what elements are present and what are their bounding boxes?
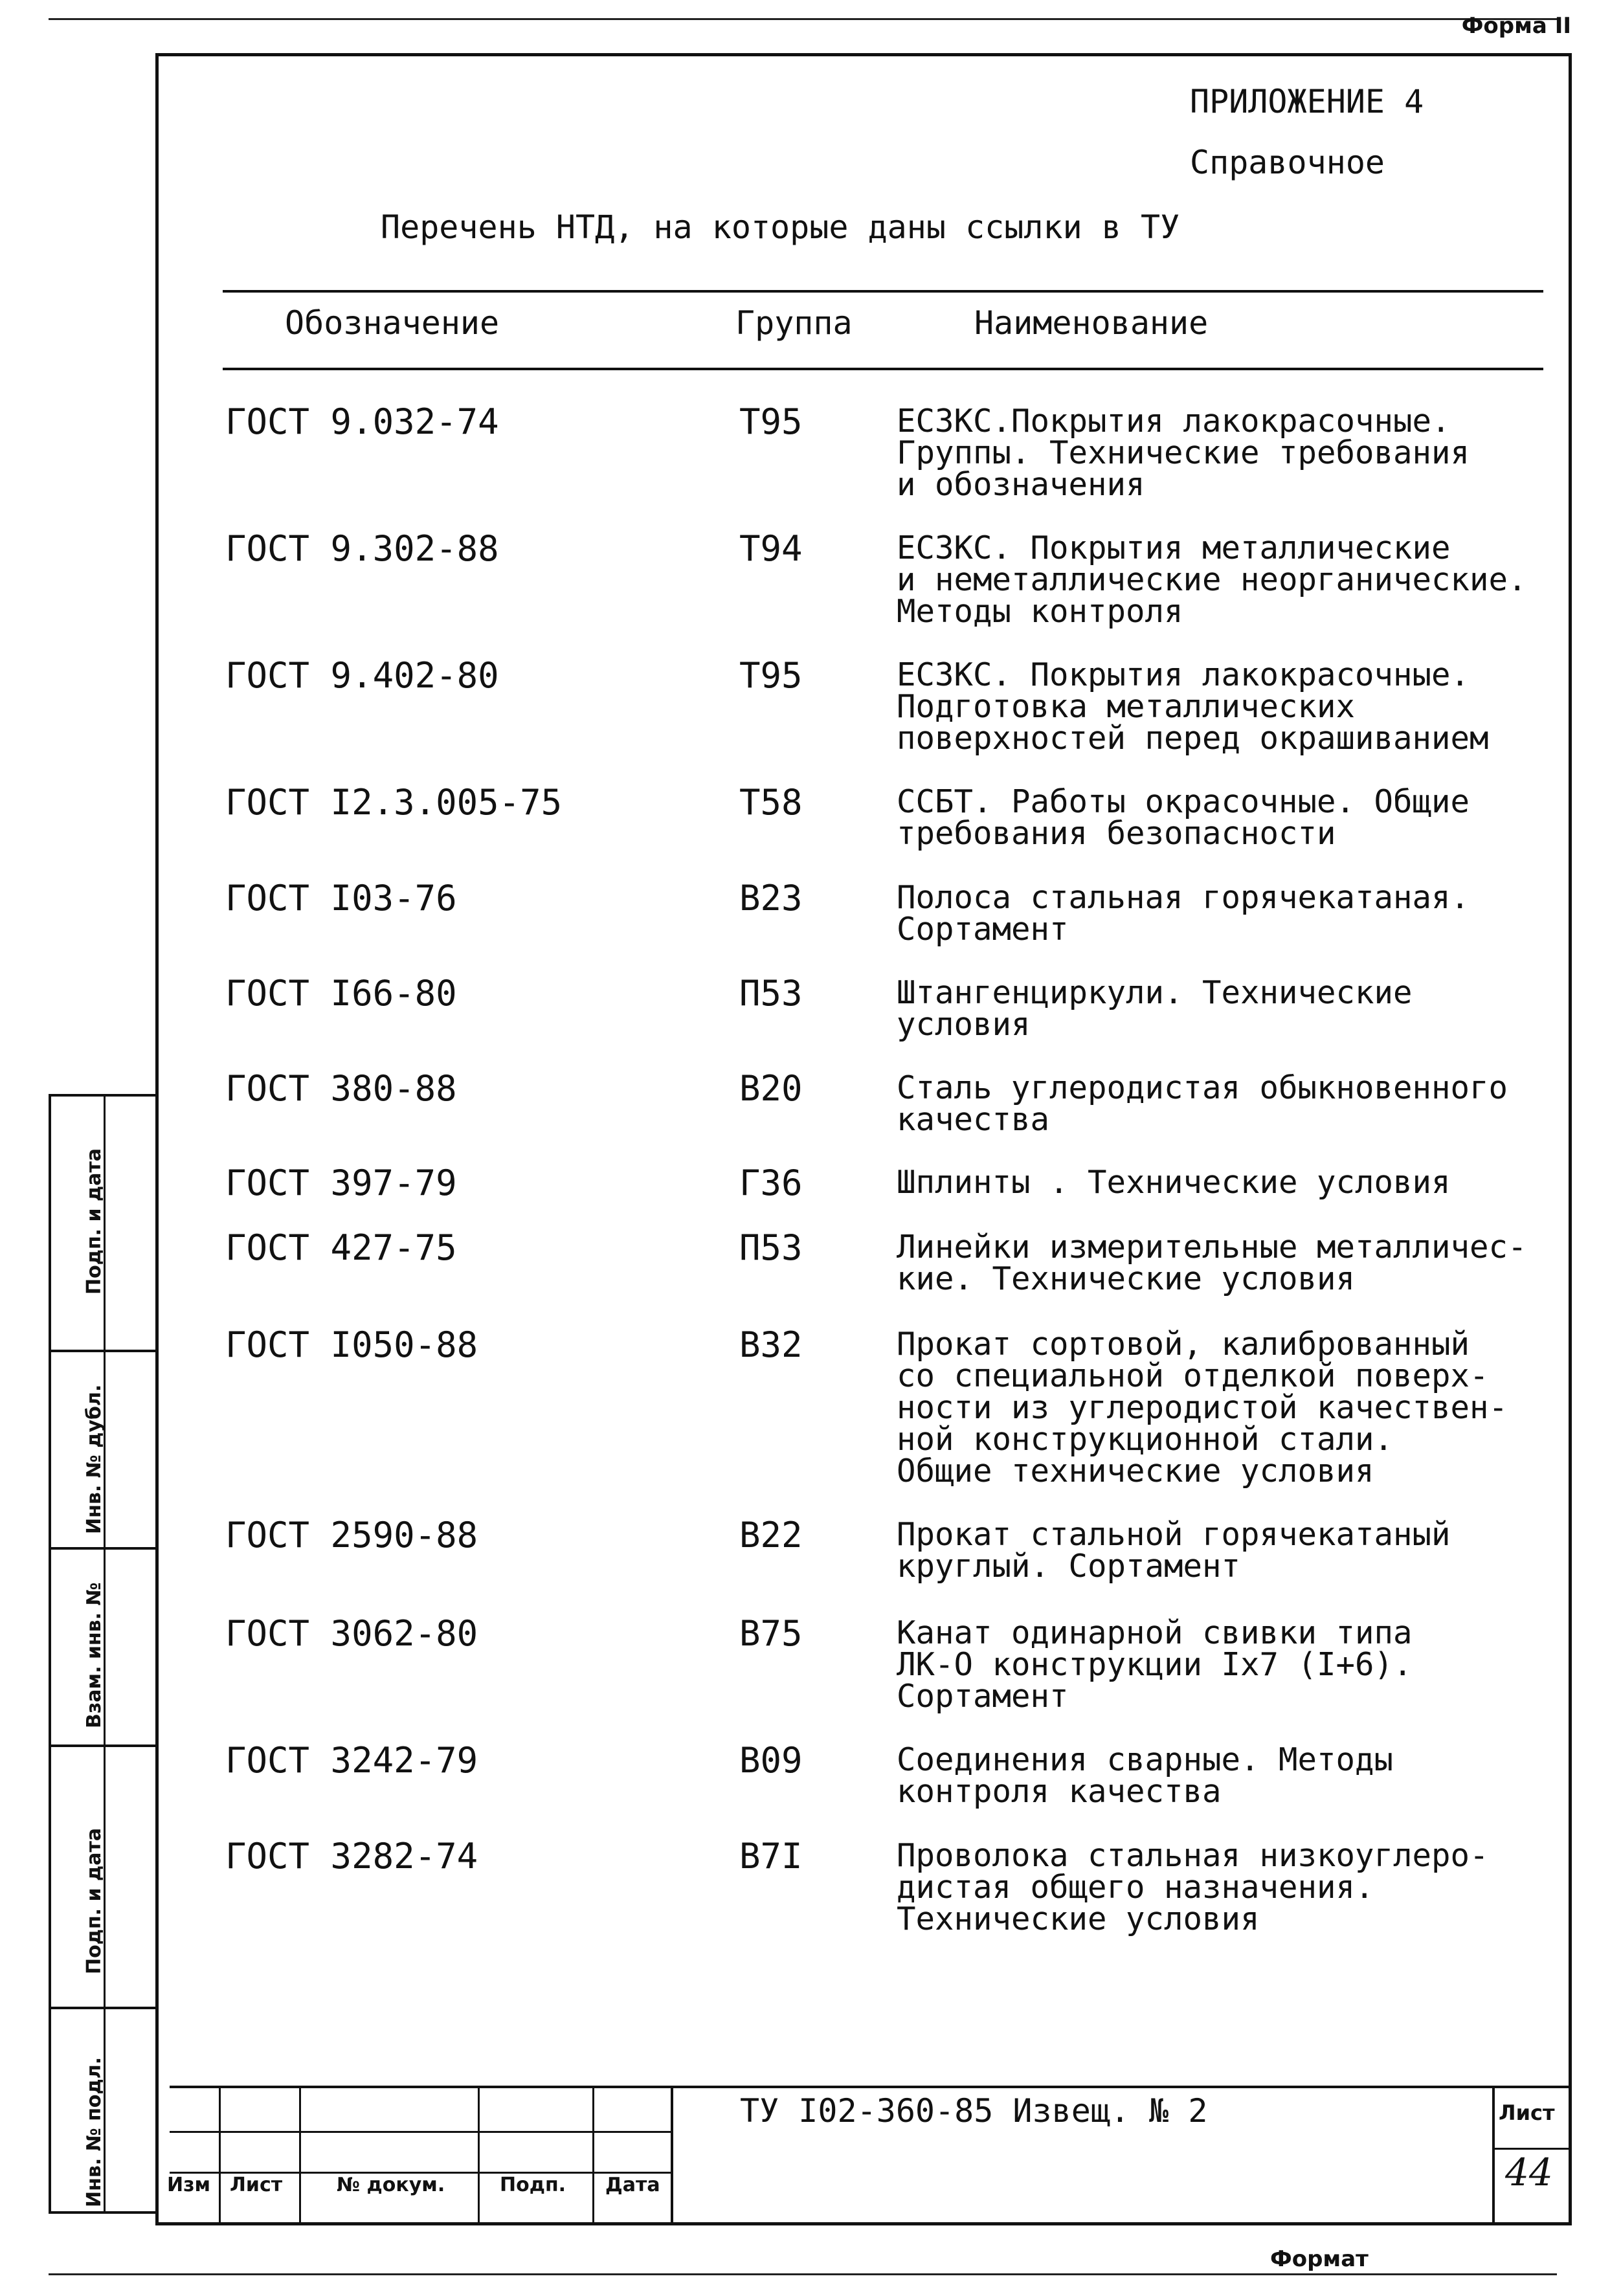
row-name (897, 403, 1557, 503)
top-rule (49, 18, 1557, 20)
row-designation: ГОСТ 3242-79 (225, 1740, 478, 1781)
row-name-line: Сортамент (897, 1678, 1069, 1715)
row-name-line: и неметаллические неорганические. (897, 561, 1527, 598)
row-name (897, 879, 1557, 948)
side-label-repl-inv: Взам. инв. № (83, 1582, 106, 1728)
appendix-label: ПРИЛОЖЕНИЕ 4 (1190, 83, 1424, 120)
row-designation: ГОСТ I2.3.005-75 (225, 782, 563, 823)
row-name-line: Общие технические условия (897, 1453, 1374, 1489)
side-label-orig-inv: Инв. № подл. (83, 2056, 106, 2207)
row-name-line: Подготовка металлических (897, 688, 1356, 725)
side-label-dup-inv: Инв. № дубл. (83, 1384, 106, 1534)
row-group: Т95 (739, 401, 803, 442)
row-name-line: Полоса стальная горячекатаная. (897, 879, 1470, 916)
row-name (897, 1741, 1557, 1810)
row-group: В09 (739, 1740, 803, 1781)
row-name-line: со специальной отделкой поверх- (897, 1357, 1489, 1394)
bottom-rule (49, 2273, 1557, 2275)
row-name-line: поверхностей перед окрашиванием (897, 720, 1489, 757)
row-designation: ГОСТ 3282-74 (225, 1836, 478, 1877)
row-name (897, 656, 1557, 757)
row-designation: ГОСТ 9.032-74 (225, 401, 499, 442)
appendix-type: Справочное (1190, 144, 1385, 181)
row-name-line: ЕСЗКС.Покрытия лакокрасочные. (897, 403, 1451, 440)
row-name-line: дистая общего назначения. (897, 1869, 1374, 1906)
row-name-line: кие. Технические условия (897, 1260, 1356, 1297)
side-divider (49, 1547, 159, 1550)
stamp-top-line (170, 2086, 1572, 2088)
row-name-line: Сталь углеродистая обыкновенного (897, 1069, 1508, 1106)
row-name-line: Сортамент (897, 911, 1069, 948)
row-name-line: качества (897, 1101, 1050, 1138)
row-name-line: Прокат сортовой, калиброванный (897, 1326, 1470, 1363)
row-name-line: ЕСЗКС. Покрытия лакокрасочные. (897, 656, 1470, 693)
row-designation: ГОСТ I050-88 (225, 1324, 478, 1365)
row-group: В32 (739, 1324, 803, 1365)
row-name-line: Проволока стальная низкоуглеро- (897, 1837, 1489, 1874)
row-name-line: ССБТ. Работы окрасочные. Общие (897, 783, 1470, 820)
row-group: Г36 (739, 1163, 803, 1203)
row-name-line: Линейки измерительные металличес- (897, 1229, 1527, 1265)
stamp-col-izm: Изм (167, 2174, 211, 2196)
row-group: Т94 (739, 528, 803, 569)
side-divider (49, 2007, 159, 2009)
stamp-col-line (299, 2086, 301, 2225)
form-label: Форма II (1461, 13, 1571, 39)
row-name-line: Канат одинарной свивки типа (897, 1614, 1413, 1651)
column-header-designation: Обозначение (285, 304, 500, 342)
document-id: ТУ I02-360-85 Извещ. № 2 (740, 2092, 1208, 2130)
column-header-name: Наименование (974, 304, 1209, 342)
row-designation: ГОСТ 427-75 (225, 1227, 457, 1268)
row-name-line: требования безопасности (897, 815, 1336, 852)
stamp-col-date: Дата (605, 2174, 660, 2196)
row-name-line: Группы. Технические требования (897, 434, 1470, 471)
stamp-col-sign: Подп. (500, 2174, 566, 2196)
side-label-sign-date: Подп. и дата (83, 1148, 106, 1295)
row-designation: ГОСТ I66-80 (225, 973, 457, 1014)
stamp-sheet-line (1492, 2148, 1572, 2150)
side-label-sign-date-2: Подп. и дата (83, 1827, 106, 1974)
row-name-line: ЕСЗКС. Покрытия металлические (897, 529, 1451, 566)
row-name-line: Прокат стальной горячекатаный (897, 1516, 1451, 1553)
side-divider (49, 1744, 159, 1747)
row-designation: ГОСТ 9.402-80 (225, 655, 499, 696)
stamp-row-line (170, 2131, 672, 2133)
row-name-line: Соединения сварные. Методы (897, 1741, 1394, 1778)
row-designation: ГОСТ 380-88 (225, 1068, 457, 1109)
row-name-line: условия (897, 1006, 1031, 1043)
row-name-line: круглый. Сортамент (897, 1548, 1241, 1585)
sheet-label: Лист (1499, 2101, 1555, 2125)
row-name (897, 1614, 1557, 1715)
row-group: В20 (739, 1068, 803, 1109)
row-name-line: ности из углеродистой качествен- (897, 1389, 1508, 1426)
row-group: В7I (739, 1836, 803, 1877)
page-title: Перечень НТД, на которые даны ссылки в ТУ (381, 208, 1180, 246)
stamp-col-doc: № докум. (337, 2174, 445, 2196)
row-designation: ГОСТ 2590-88 (225, 1515, 478, 1555)
row-group: В75 (739, 1613, 803, 1654)
row-name-line: ной конструкционной стали. (897, 1421, 1394, 1458)
stamp-col-line (219, 2086, 221, 2225)
header-top-rule (223, 290, 1543, 293)
stamp-col-line (592, 2086, 594, 2225)
row-name-line: ЛК-О конструкции Iх7 (I+6). (897, 1646, 1413, 1683)
row-name-line: и обозначения (897, 466, 1145, 503)
row-name (897, 1231, 1557, 1295)
sheet-number: 44 (1505, 2150, 1553, 2194)
row-designation: ГОСТ I03-76 (225, 878, 457, 919)
row-group: В22 (739, 1515, 803, 1555)
format-label: Формат (1270, 2246, 1369, 2272)
row-name-line: Шплинты . Технические условия (897, 1164, 1451, 1201)
row-name (897, 1164, 1557, 1201)
row-name (897, 1069, 1557, 1138)
side-divider (49, 1350, 159, 1352)
stamp-col-sheet: Лист (230, 2174, 283, 2196)
row-name (897, 1516, 1557, 1585)
row-group: В23 (739, 878, 803, 919)
row-name-line: контроля качества (897, 1773, 1222, 1810)
row-name-line: Технические условия (897, 1900, 1260, 1937)
row-name (897, 974, 1557, 1043)
row-designation: ГОСТ 9.302-88 (225, 528, 499, 569)
header-bottom-rule (223, 368, 1543, 370)
row-designation: ГОСТ 397-79 (225, 1163, 457, 1203)
row-name (897, 783, 1557, 852)
row-name-line: Методы контроля (897, 593, 1183, 630)
row-group: Т95 (739, 655, 803, 696)
row-group: П53 (739, 1227, 803, 1268)
row-name-line: Штангенциркули. Технические (897, 974, 1413, 1011)
row-name (897, 1837, 1557, 1937)
row-designation: ГОСТ 3062-80 (225, 1613, 478, 1654)
stamp-col-line (671, 2086, 673, 2225)
column-header-group: Группа (735, 304, 853, 342)
row-group: Т58 (739, 782, 803, 823)
row-group: П53 (739, 973, 803, 1014)
stamp-col-line (478, 2086, 480, 2225)
row-name (897, 529, 1557, 630)
stamp-col-line (1492, 2086, 1495, 2225)
row-name (897, 1328, 1557, 1487)
